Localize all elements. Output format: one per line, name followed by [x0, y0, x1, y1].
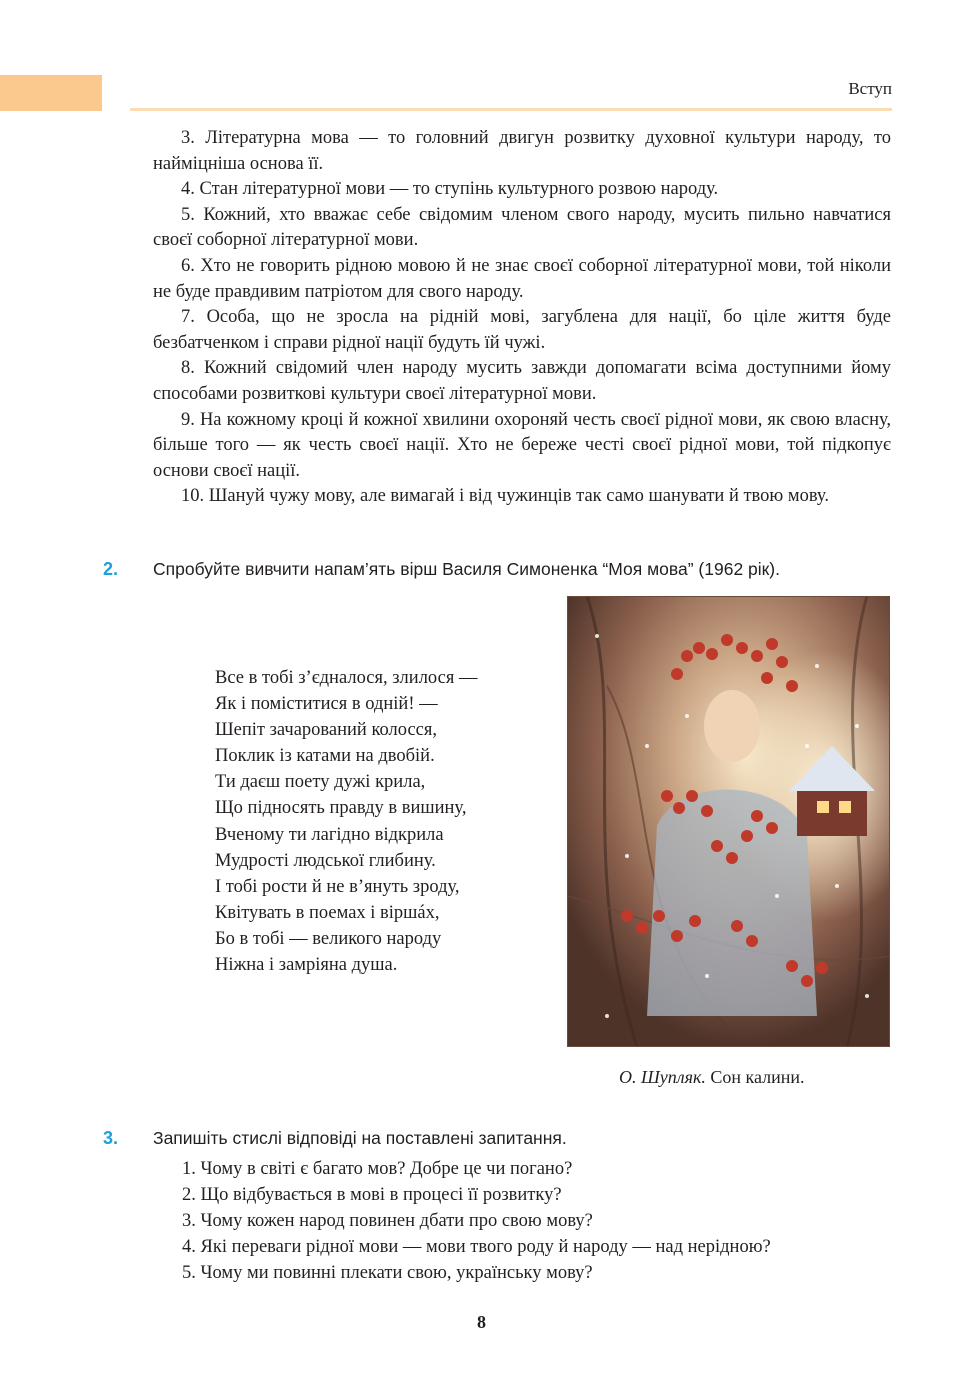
task-2-text: Спробуйте вивчити напам’ять вірш Василя Симоненка “Моя мова” (1962 рік).: [153, 559, 781, 579]
rule-item: 8. Кожний свідомий член народу мусить завжди допомагати всіма доступними йому способами розвиткові культури своєї літературної мови.: [153, 358, 891, 404]
question-item: 4. Які переваги рідної мови — мови твого роду й народу — над нерідною?: [182, 1237, 771, 1257]
chapter-tab: [0, 75, 102, 111]
task-2-number: 2.: [103, 559, 119, 579]
poem-line: Все в тобі з’єдналося, злилося —: [215, 668, 478, 688]
poem-line: Шепіт зачарований колосся,: [215, 720, 437, 741]
poem-line: Мудрості людської глибину.: [215, 850, 436, 871]
poem: [215, 665, 477, 978]
question-item: 2. Що відбувається в мові в процесі її розвитку?: [182, 1185, 562, 1205]
poem-line: Вченому ти лагідно відкрила: [215, 824, 444, 845]
task-3-number: 3.: [103, 1128, 119, 1148]
rule-item: 3. Літературна мова — то головний двигун розвитку духовної культури народу, то найміцніша основа її.: [153, 128, 891, 174]
question-item: 1. Чому в світі є багато мов? Добре це чи погано?: [182, 1159, 573, 1179]
poem-line: Ніжна і замріяна душа.: [215, 955, 398, 976]
section-title: Вступ: [848, 79, 892, 98]
rule-item: 6. Хто не говорить рідною мовою й не знає своєї соборної літературної мови, той ніколи не буде правдивим патріотом для свого народу.: [153, 255, 891, 302]
header-rule: [130, 108, 892, 111]
rule-item: 7. Особа, що не зросла на рідній мові, загублена для нації, бо ціле життя буде безбатченком і справи рідної нації будуть їй чужі.: [153, 307, 891, 353]
caption-author: О. Шупляк.: [619, 1067, 706, 1087]
poem-line: Поклик із катами на двобій.: [215, 746, 435, 767]
rules-list: [153, 126, 891, 510]
poem-line: Квітувать в поемах і віршáх,: [215, 902, 440, 923]
poem-line: Як і поміститися в одній! —: [215, 694, 438, 715]
painting-caption: [619, 1067, 805, 1088]
caption-title: Сон калини.: [710, 1067, 805, 1087]
poem-line: І тобі рости й не в’януть зроду,: [215, 876, 460, 897]
question-item: 5. Чому ми повинні плекати свою, українську мову?: [182, 1263, 593, 1283]
task-3-text: Запишіть стислі відповіді на поставлені запитання.: [153, 1128, 567, 1148]
page-number: 8: [477, 1312, 486, 1332]
rule-item: 5. Кожний, хто вважає себе свідомим членом свого народу, мусить пильно навчатися своєї соборної літературної мови.: [153, 204, 891, 251]
rule-item: 10. Шануй чужу мову, але вимагай і від чужинців так само шанувати й твою мову.: [181, 486, 829, 507]
poem-line: Бо в тобі — великого народу: [215, 928, 442, 949]
poem-line: Ти даєш поету дужі крила,: [215, 772, 426, 793]
painting-image: [567, 596, 890, 1047]
rule-item: 4. Стан літературної мови — то ступінь культурного розвою народу.: [181, 179, 719, 200]
rule-item: 9. На кожному кроці й кожної хвилини охороняй честь своєї рідної мови, як свою власну, більше того — як честь своєї нації. Хто не береже честі своєї рідної мови, той підкопує основи своєї нації.: [153, 409, 891, 481]
questions-list: [182, 1156, 771, 1286]
question-item: 3. Чому кожен народ повинен дбати про свою мову?: [182, 1211, 593, 1231]
poem-line: Що підносять правду в вишину,: [215, 798, 467, 819]
